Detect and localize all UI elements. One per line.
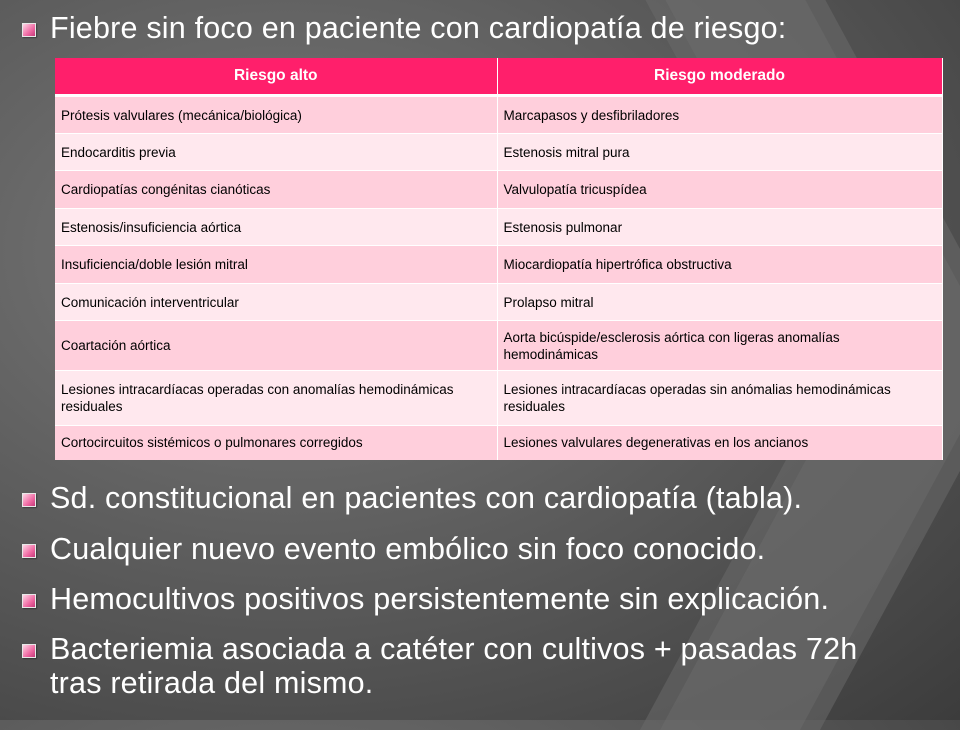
table-cell: Comunicación interventricular bbox=[55, 284, 497, 321]
column-header-moderate-risk: Riesgo moderado bbox=[497, 58, 942, 96]
bullet-square-icon bbox=[22, 544, 36, 558]
table-cell: Estenosis mitral pura bbox=[497, 134, 942, 171]
table-row bbox=[55, 321, 942, 371]
heading-text: Fiebre sin foco en paciente con cardiopatía de riesgo: bbox=[50, 11, 787, 45]
table-cell: Estenosis/insuficiencia aórtica bbox=[55, 209, 497, 246]
bullet-item bbox=[22, 632, 902, 700]
table-cell: Miocardiopatía hipertrófica obstructiva bbox=[497, 246, 942, 284]
table-row bbox=[55, 246, 942, 284]
table-row bbox=[55, 426, 942, 460]
bullet-text: Cualquier nuevo evento embólico sin foco conocido. bbox=[50, 532, 766, 566]
bullet-square-icon bbox=[22, 493, 36, 507]
bullet-text: Sd. constitucional en pacientes con cardiopatía (tabla). bbox=[50, 481, 803, 515]
table-cell: Lesiones intracardíacas operadas con anomalías hemodinámicas residuales bbox=[55, 371, 497, 426]
table-cell: Prótesis valvulares (mecánica/biológica) bbox=[55, 96, 497, 134]
table-cell: Insuficiencia/doble lesión mitral bbox=[55, 246, 497, 284]
table-cell: Cardiopatías congénitas cianóticas bbox=[55, 171, 497, 209]
bullet-item bbox=[22, 582, 829, 616]
table-row bbox=[55, 171, 942, 209]
table-cell: Aorta bicúspide/esclerosis aórtica con ligeras anomalías hemodinámicas bbox=[497, 321, 942, 371]
table-cell: Prolapso mitral bbox=[497, 284, 942, 321]
bullet-square-icon bbox=[22, 23, 36, 37]
table-cell: Endocarditis previa bbox=[55, 134, 497, 171]
table-cell: Cortocircuitos sistémicos o pulmonares corregidos bbox=[55, 426, 497, 460]
table-cell: Marcapasos y desfibriladores bbox=[497, 96, 942, 134]
bullet-text: Hemocultivos positivos persistentemente sin explicación. bbox=[50, 582, 830, 616]
table-row bbox=[55, 96, 942, 134]
heading-bullet-item bbox=[22, 11, 786, 45]
table-row bbox=[55, 134, 942, 171]
table-row bbox=[55, 209, 942, 246]
bullet-item bbox=[22, 481, 802, 515]
table-cell: Lesiones valvulares degenerativas en los ancianos bbox=[497, 426, 942, 460]
bullet-text: Bacteriemia asociada a catéter con cultivos + pasadas 72h tras retirada del mismo. bbox=[50, 632, 858, 700]
table-cell: Coartación aórtica bbox=[55, 321, 497, 371]
bullet-square-icon bbox=[22, 594, 36, 608]
risk-table bbox=[55, 58, 943, 460]
table-cell: Estenosis pulmonar bbox=[497, 209, 942, 246]
table-cell: Valvulopatía tricuspídea bbox=[497, 171, 942, 209]
table-row bbox=[55, 284, 942, 321]
bullet-item bbox=[22, 532, 765, 566]
table-cell: Lesiones intracardíacas operadas sin anómalias hemodinámicas residuales bbox=[497, 371, 942, 426]
table-header-row bbox=[55, 58, 942, 96]
table-row bbox=[55, 371, 942, 426]
bullet-square-icon bbox=[22, 644, 36, 658]
column-header-high-risk: Riesgo alto bbox=[55, 58, 497, 96]
